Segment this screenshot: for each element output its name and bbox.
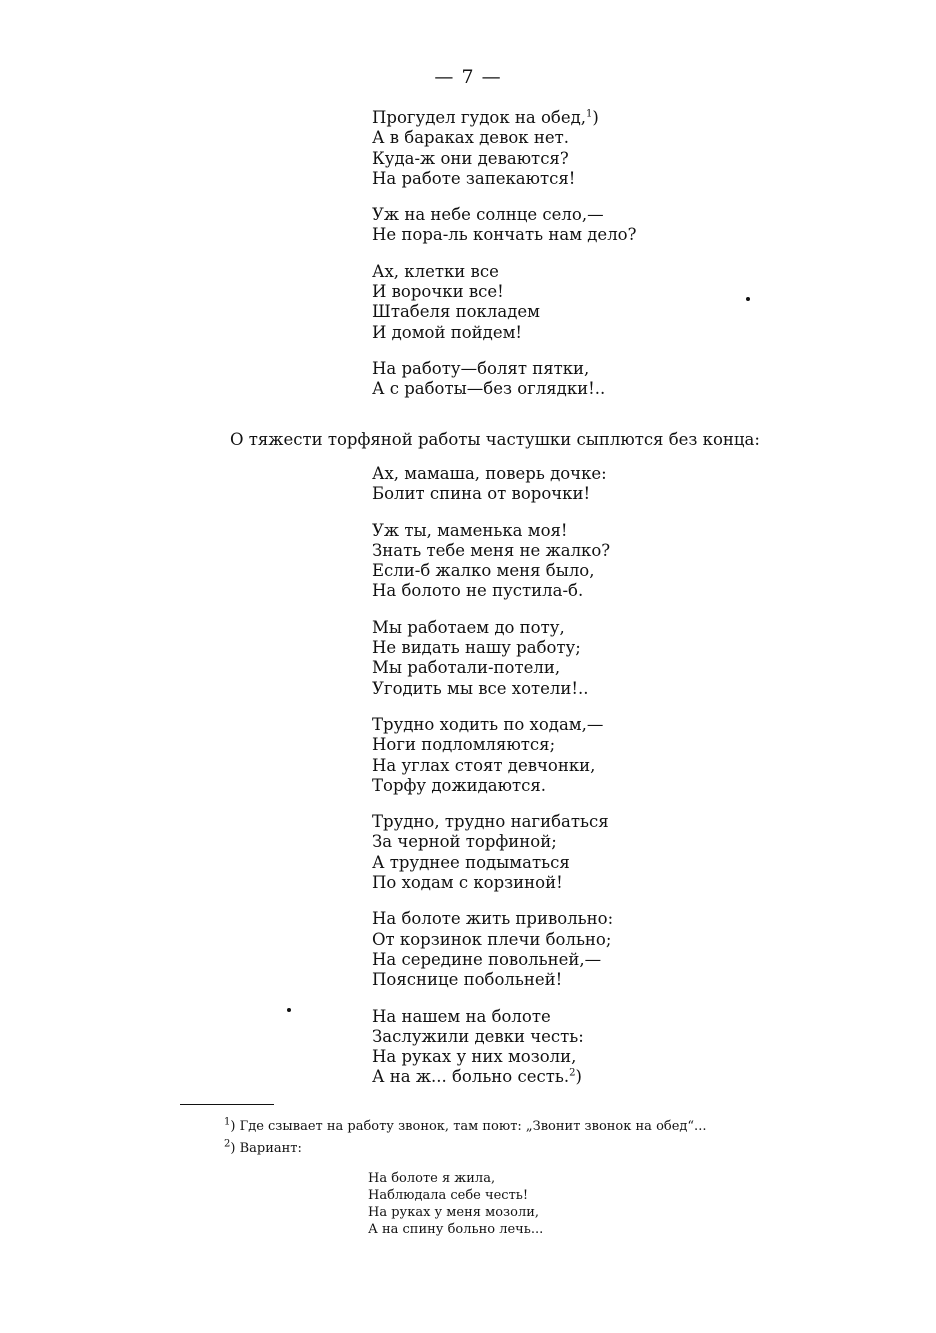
stanza [372,909,812,990]
verse-line: Штабеля покладем [372,302,540,322]
variant-line: На болоте я жила, [368,1171,496,1186]
verse-line: Не видать нашу работу; [372,638,581,658]
verse-line: А с работы—без оглядки!.. [372,379,606,399]
verse-line: Мы работали-потели, [372,658,561,678]
stanza [372,464,812,505]
footnotes [224,1116,706,1160]
verse-line: Уж на небе солнце село,— [372,205,604,225]
verse-line: На нашем на болоте [372,1006,551,1026]
verse-line: Ноги подломляются; [372,735,556,755]
stanza [372,715,812,796]
verse-line: Прогудел гудок на обед,$^1$) [372,108,599,127]
verse-line: От корзинок плечи больно; [372,929,612,949]
verse-line: А в бараках девок нет. [372,128,569,148]
verse-line: А на ж... больно сесть.$^2$) [372,1067,582,1087]
page-number: — 7 — [434,66,502,88]
verse-line: Торфу дожидаются. [372,775,547,795]
stanza [372,262,812,343]
verse-line: Не пора-ль кончать нам дело? [372,225,637,245]
verse-line: Трудно, трудно нагибаться [372,812,609,832]
verse-line: На середине повольней,— [372,949,602,969]
variant-line: На руках у меня мозоли, [368,1205,540,1220]
stanza [372,108,812,189]
verse-line: На болоте жить привольно: [372,909,614,929]
variant-line: Наблюдала себе честь! [368,1188,529,1203]
verse-line: Пояснице побольней! [372,970,563,990]
verse-block-2 [372,464,812,1104]
verse-block-1 [372,108,812,416]
stanza [372,521,812,602]
stanza [372,1007,812,1088]
verse-line: Ах, мамаша, поверь дочке: [372,464,607,483]
verse-line: Ах, клетки все [372,261,499,281]
verse-line: Куда-ж они деваются? [372,148,569,168]
verse-line: И ворочки все! [372,282,504,302]
verse-line: Болит спина от ворочки! [372,484,591,504]
verse-line: Знать тебе меня не жалко? [372,540,611,560]
intro-sentence: О тяжести торфяной работы частушки сыплются без конца: [230,430,760,449]
variant-line: А на спину больно лечь... [368,1222,544,1237]
verse-line: А труднее подыматься [372,852,570,872]
verse-line: Уж ты, маменька моя! [372,520,568,540]
verse-line: Угодить мы все хотели!.. [372,678,589,698]
print-speck [287,1008,291,1012]
footnote-ref-2: 2 [569,1067,576,1079]
verse-line: И домой пойдем! [372,322,523,342]
verse-line: Если-б жалко меня было, [372,561,595,581]
footnote-1: $^1$) Где сзывает на работу звонок, там поют: „Звонит звонок на обед“... [224,1116,707,1134]
stanza [372,359,812,400]
variant-verse [368,1170,543,1238]
verse-line: Мы работаем до поту, [372,617,565,637]
footnote-2: $^2$) Вариант: [224,1138,302,1156]
stanza [372,205,812,246]
verse-line: По ходам с корзиной! [372,873,563,893]
stanza [372,618,812,699]
verse-line: На работе запекаются! [372,168,576,188]
print-speck [746,297,750,301]
verse-line: На руках у них мозоли, [372,1047,577,1067]
verse-line: Трудно ходить по ходам,— [372,714,604,734]
footnote-separator [180,1104,274,1105]
verse-line: Заслужили девки честь: [372,1026,584,1046]
verse-line: На углах стоят девчонки, [372,755,596,775]
verse-line: На работу—болят пятки, [372,358,590,378]
footnote-ref-1: 1 [586,108,593,120]
verse-line: За черной торфиной; [372,832,557,852]
stanza [372,812,812,893]
verse-line: На болото не пустила-б. [372,581,584,601]
